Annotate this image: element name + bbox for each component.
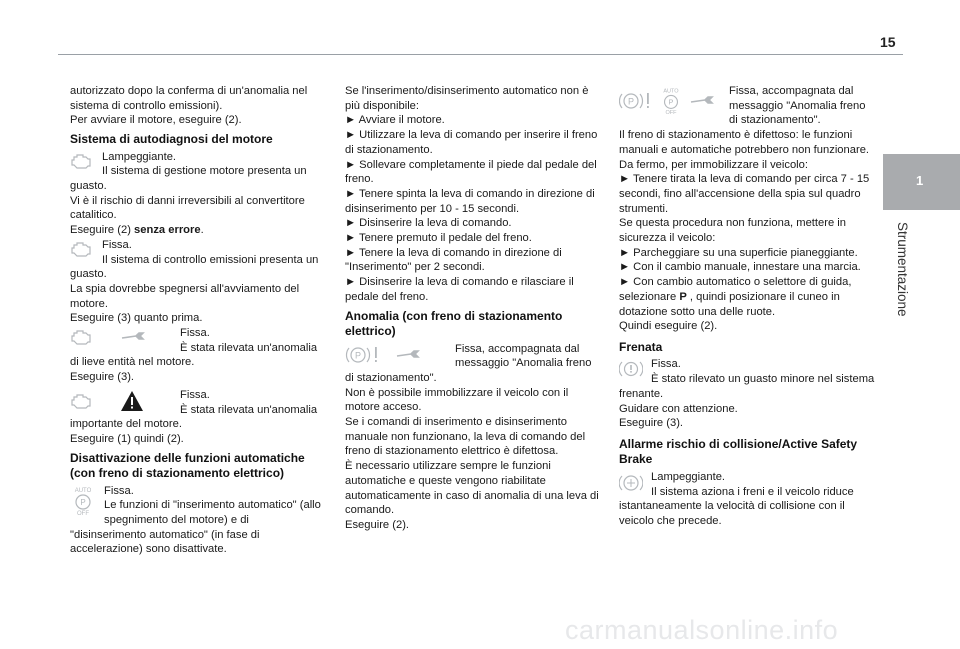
text-run: Eseguire (2) [70, 224, 135, 237]
section-heading: Frenata [619, 339, 663, 354]
paragraph: Il sistema di controllo emissioni presenta un guasto. [70, 253, 319, 281]
auto-off-parking-icon [659, 86, 683, 116]
section-heading: Disattivazione delle funzioni automatiche (con freno di stazionamento elettrico) [70, 450, 305, 481]
page-number: 15 [880, 34, 896, 50]
header-rule [58, 54, 903, 55]
wrench-icon [120, 330, 146, 344]
paragraph: Quindi eseguire (2). [619, 320, 718, 333]
paragraph: Se l'inserimento/disinserimento automatico non è più disponibile: [345, 85, 589, 112]
step [619, 275, 877, 319]
chapter-tab[interactable] [883, 154, 960, 210]
paragraph: Se questa procedura non funziona, mettere in sicurezza il veicolo: [619, 217, 847, 245]
wrench-icon [395, 348, 421, 362]
warning-entry [619, 470, 877, 529]
step: ► Disinserire la leva di comando e rilasciare il pedale del freno. [345, 276, 574, 303]
parking-brake-fault-icon [345, 344, 381, 366]
paragraph: Eseguire (3). [619, 417, 684, 430]
light-state: Fissa. [180, 327, 210, 340]
paragraph: Vi è il rischio di danni irreversibili al convertitore catalitico. [70, 194, 305, 222]
warning-entry [70, 484, 328, 558]
chapter-tab-number: 1 [916, 173, 924, 188]
warning-entry [619, 357, 877, 401]
svg-text:AUTO: AUTO [74, 487, 92, 494]
paragraph: Eseguire (3). [70, 371, 135, 384]
svg-text:AUTO: AUTO [663, 88, 679, 95]
text-run: , quindi posizionare il cuneo in dotazione sotto una delle ruote. [619, 290, 840, 318]
paragraph: Eseguire (1) quindi (2). [70, 432, 184, 445]
wrench-icon [689, 94, 715, 108]
step: ► Parcheggiare su una superficie pianeggiante. [619, 246, 858, 259]
icon-group [70, 390, 172, 412]
engine-icon [70, 240, 94, 258]
light-state: Fissa. [102, 238, 132, 251]
step: ► Tenere tirata la leva di comando per circa 7 - 15 secondi, fino all'accensione della spia sul quadro strumenti. [619, 173, 870, 215]
paragraph: Se i comandi di inserimento e disinserimento manuale non funzionano, la leva di comando del freno di stazionamento elettrico è difettosa. [345, 416, 586, 458]
engine-icon [70, 392, 94, 410]
section-heading: Anomalia (con freno di stazionamento elettrico) [345, 308, 563, 339]
icon-group [70, 328, 172, 346]
warning-entry [619, 84, 877, 128]
step: ► Avviare il motore. [345, 114, 445, 127]
icon-group [619, 86, 721, 116]
paragraph: Eseguire (3) quanto prima. [70, 312, 203, 325]
text-run: ► Con cambio automatico o selettore di guida, selezionare [619, 276, 852, 303]
paragraph: Guidare con attenzione. [619, 402, 738, 415]
bold-text: senza errore [134, 224, 201, 237]
paragraph [70, 223, 328, 238]
step: ► Disinserire la leva di comando. [345, 217, 512, 230]
step: ► Utilizzare la leva di comando per inserire il freno di stazionamento. [345, 129, 598, 156]
auto-off-parking-icon [70, 486, 96, 516]
light-state: Fissa, accompagnata dal messaggio "Anomalia freno di stazionamento". [345, 342, 592, 384]
paragraph: Per avviare il motore, eseguire (2). [70, 114, 242, 127]
warning-entry [70, 388, 328, 432]
paragraph: È necessario utilizzare sempre le funzioni automatiche e queste vengono riabilitate automaticamente in caso di anomalia di una leva di comando. [345, 460, 599, 517]
warning-entry [345, 342, 603, 386]
engine-icon [70, 328, 94, 346]
light-state: Lampeggiante. [651, 470, 726, 483]
paragraph: È stata rilevata un'anomalia di lieve entità nel motore. [70, 341, 318, 369]
paragraph: Le funzioni di "inserimento automatico" (allo spegnimento del motore) e di "disinserimento automatico" (in fase di accelerazione) sono disattivate. [70, 499, 321, 556]
svg-text:OFF: OFF [665, 109, 677, 116]
section-heading: Allarme rischio di collisione/Active Safety Brake [619, 436, 858, 467]
warning-entry [70, 150, 328, 194]
warning-entry [70, 326, 328, 370]
column-2 [345, 84, 603, 533]
watermark: carmanualsonline.info [565, 615, 839, 645]
paragraph: Il sistema aziona i freni e il veicolo riduce istantaneamente la velocità di collisione con il veicolo che precede. [619, 485, 854, 528]
light-state: Fissa. [651, 358, 681, 371]
svg-text:P: P [627, 96, 635, 107]
column-1 [70, 84, 328, 557]
step: ► Tenere la leva di comando in direzione di "Inserimento" per 2 secondi. [345, 246, 562, 274]
column-3 [619, 84, 877, 529]
paragraph: Eseguire (2). [345, 518, 410, 531]
paragraph: Non è possibile immobilizzare il veicolo con il motore acceso. [345, 386, 569, 414]
brake-icon [619, 359, 643, 379]
svg-text:OFF: OFF [77, 510, 89, 516]
step: ► Tenere spinta la leva di comando in direzione di disinserimento per 10 - 15 secondi. [345, 187, 595, 215]
light-state: Fissa, accompagnata dal messaggio "Anomalia freno di stazionamento". [729, 85, 866, 127]
light-state: Fissa. [104, 484, 134, 497]
section-heading: Sistema di autodiagnosi del motore [70, 132, 273, 147]
light-state: Fissa. [180, 388, 210, 401]
paragraph: autorizzato dopo la conferma di un'anomalia nel sistema di controllo emissioni). [70, 85, 308, 112]
paragraph: Il sistema di gestione motore presenta un guasto. [70, 165, 307, 193]
step: ► Con il cambio manuale, innestare una marcia. [619, 261, 861, 274]
bold-text: P [679, 290, 687, 303]
svg-text:P: P [80, 497, 86, 507]
parking-brake-fault-icon [619, 90, 653, 112]
warning-triangle-icon [120, 390, 144, 412]
paragraph: Il freno di stazionamento è difettoso: le funzioni manuali e automatiche potrebbero non funzionare. [619, 129, 870, 156]
paragraph: Da fermo, per immobilizzare il veicolo: [619, 158, 809, 171]
step: ► Tenere premuto il pedale del freno. [345, 232, 532, 245]
icon-group [345, 344, 447, 366]
engine-icon [70, 152, 94, 170]
paragraph: È stato rilevato un guasto minore nel sistema frenante. [619, 373, 875, 400]
svg-text:P: P [668, 97, 674, 107]
svg-text:P: P [354, 350, 362, 361]
step: ► Sollevare completamente il piede dal pedale del freno. [345, 158, 597, 186]
chapter-title: Strumentazione [895, 222, 910, 317]
paragraph: La spia dovrebbe spegnersi all'avviamento del motore. [70, 282, 300, 310]
paragraph: È stata rilevata un'anomalia importante del motore. [70, 403, 318, 431]
text-run: . [200, 224, 204, 237]
light-state: Lampeggiante. [102, 150, 177, 163]
warning-entry [70, 238, 328, 282]
active-safety-brake-icon [619, 472, 643, 494]
